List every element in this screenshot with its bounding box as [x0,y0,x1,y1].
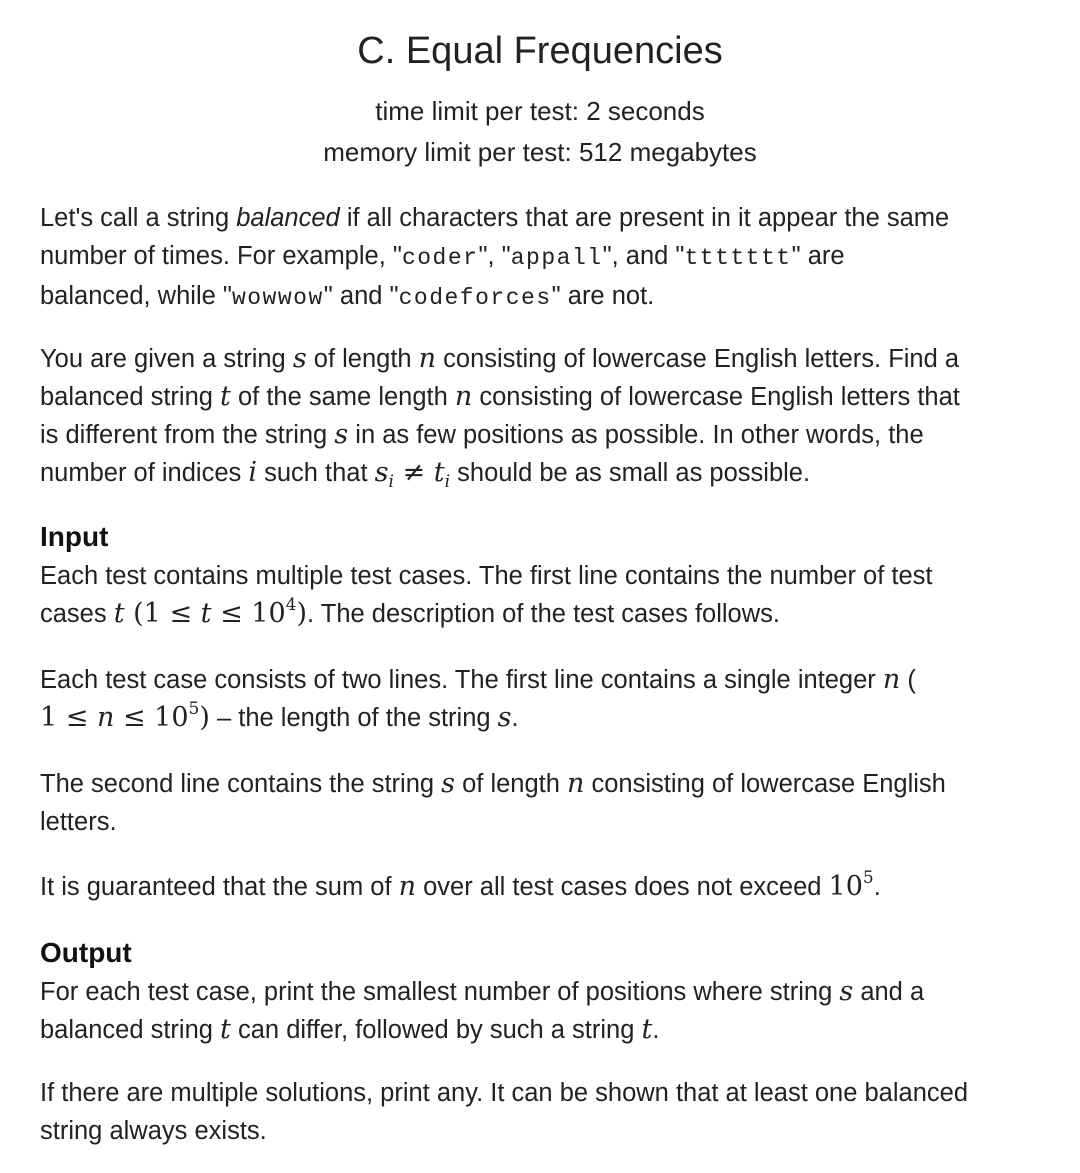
var-n: n [418,343,437,374]
var-t: t [220,1014,231,1045]
example-coder: coder [401,245,479,271]
not-equal-sign: ≠ [393,457,434,488]
input-paragraph-3: The second line contains the string s of length n consisting of lowercase English letters. [40,768,946,836]
var-n: n [882,664,901,695]
statement-paragraph-1: Let's call a string balanced if all characters that are present in it appear the same number of times. For example, "coder", "appall", and "ttttttt" are balanced, while "wowwow" and "codeforces" are not. [40,204,950,311]
var-s: s [497,702,512,733]
power-of-ten: 10 [828,871,863,902]
var-s: s [334,419,349,450]
memory-limit: memory limit per test: 512 megabytes [323,137,757,167]
input-paragraph-4: It is guaranteed that the sum of n over all test cases does not exceed $10^5$. [40,868,881,902]
var-t: t [220,381,231,412]
var-n: n [398,871,417,902]
example-codeforces: codeforces [398,285,552,311]
var-t: t [113,598,125,629]
example-appall: appall [510,245,603,271]
input-heading: Input [40,521,109,552]
input-paragraph-1: Each test contains multiple test cases. The first line contains the number of test cases t $(1 \le t \le 10^4)$. The description of the test cases follows. [40,562,933,629]
balanced-term: balanced [236,204,340,232]
statement-paragraph-2: You are given a string s of length n consisting of lowercase English letters. Find a balanced string t of the same length n consisting of lowercase English letters that is different from the string s in as few positions as possible. In other words, the number of indices i such that $s_i \ne t_i$ should be as small as possible. [40,343,960,492]
problem-title: C. Equal Frequencies [357,30,723,72]
var-i: i [248,457,257,488]
output-paragraph-1: For each test case, print the smallest number of positions where string s and a balanced string t can differ, followed by such a string t. [40,976,925,1045]
var-t-i: $t_i$ [433,457,451,492]
example-ttttttt: ttttttt [684,245,792,271]
var-s-i: $s_i$ [374,457,394,492]
var-s: s [839,976,854,1007]
var-n: n [567,768,585,799]
output-heading: Output [40,937,132,968]
var-n: n [454,381,473,412]
input-paragraph-2: Each test case consists of two lines. The first line contains a single integer n ( $1 \le n \le 10^5$) – the length of the string s. [40,664,916,733]
example-wowwow: wowwow [231,285,324,311]
var-s: s [292,343,307,374]
time-limit: time limit per test: 2 seconds [375,96,705,126]
var-s: s [441,768,456,799]
output-paragraph-2: If there are multiple solutions, print any. It can be shown that at least one balanced string always exists. [40,1079,968,1145]
